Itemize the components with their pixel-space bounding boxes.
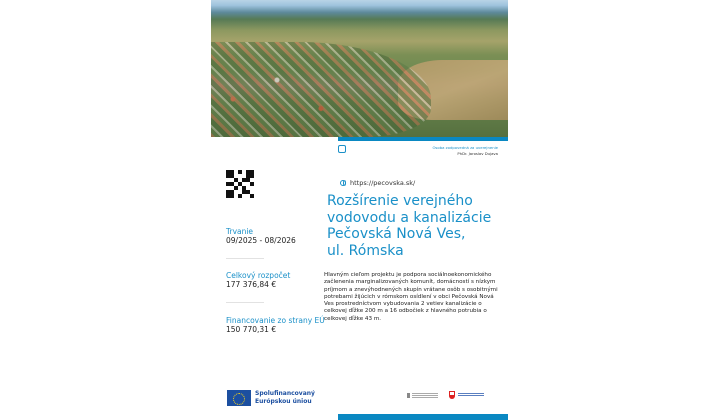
fact-label: Celkový rozpočet [226, 271, 291, 280]
eu-cofunded-text [255, 390, 315, 406]
divider [226, 302, 264, 303]
title-line: Rozšírenie verejného [327, 193, 473, 209]
info-icon [338, 145, 346, 153]
qr-code-icon[interactable] [226, 170, 254, 198]
divider [226, 258, 264, 259]
government-logo-icon [407, 392, 439, 400]
fact-duration [226, 227, 326, 245]
accent-bar-top [338, 137, 508, 141]
fact-value: 150 770,31 € [226, 325, 277, 334]
fact-label: Financovanie zo strany EÚ [226, 316, 325, 325]
fact-label: Trvanie [226, 227, 254, 236]
fact-value: 177 376,84 € [226, 280, 277, 289]
eu-text-line1: Spolufinancovaný [255, 390, 315, 397]
fact-eu-funding [226, 316, 326, 334]
photo-town [211, 42, 431, 137]
project-description: Hlavným cieľom projektu je podpora sociálnoekonomického začlenenia marginalizovaných komunít, domácností s nízkym príjmom a znevýhodnených skupín vrátane osôb s osobitnými potrebami žijúcich v rómskom osídlení v obci Pečovská Nová Ves prostredníctvom vybudovania 2 vetiev kanalizácie o celkovej dĺžke 200 m a 16 odbočiek z hlavného potrubia o celkovej dĺžke 43 m. [324, 272, 498, 322]
slovak-republic-logo-icon [449, 391, 485, 401]
responsible-label: Osoba zodpovedná za uverejnenie [432, 145, 498, 150]
title-line: Pečovská Nová Ves, [327, 226, 466, 242]
fact-total-budget [226, 271, 326, 289]
globe-icon [340, 180, 346, 186]
title-line: vodovodu a kanalizácie [327, 209, 492, 226]
url-text[interactable]: https://pecovska.sk/ [350, 179, 416, 187]
project-title [327, 193, 507, 259]
eu-flag-icon [227, 390, 251, 406]
title-line: ul. Rómska [327, 242, 404, 259]
fact-value: 09/2025 - 08/2026 [226, 236, 296, 245]
village-aerial-photo [211, 0, 508, 137]
responsible-person [432, 145, 498, 157]
project-poster [211, 0, 508, 420]
accent-bar-bottom [338, 414, 508, 420]
responsible-name: PhDr. Jaroslav Dujava [457, 151, 498, 156]
project-url[interactable] [340, 179, 415, 187]
eu-text-line2: Európskou úniou [255, 398, 312, 405]
